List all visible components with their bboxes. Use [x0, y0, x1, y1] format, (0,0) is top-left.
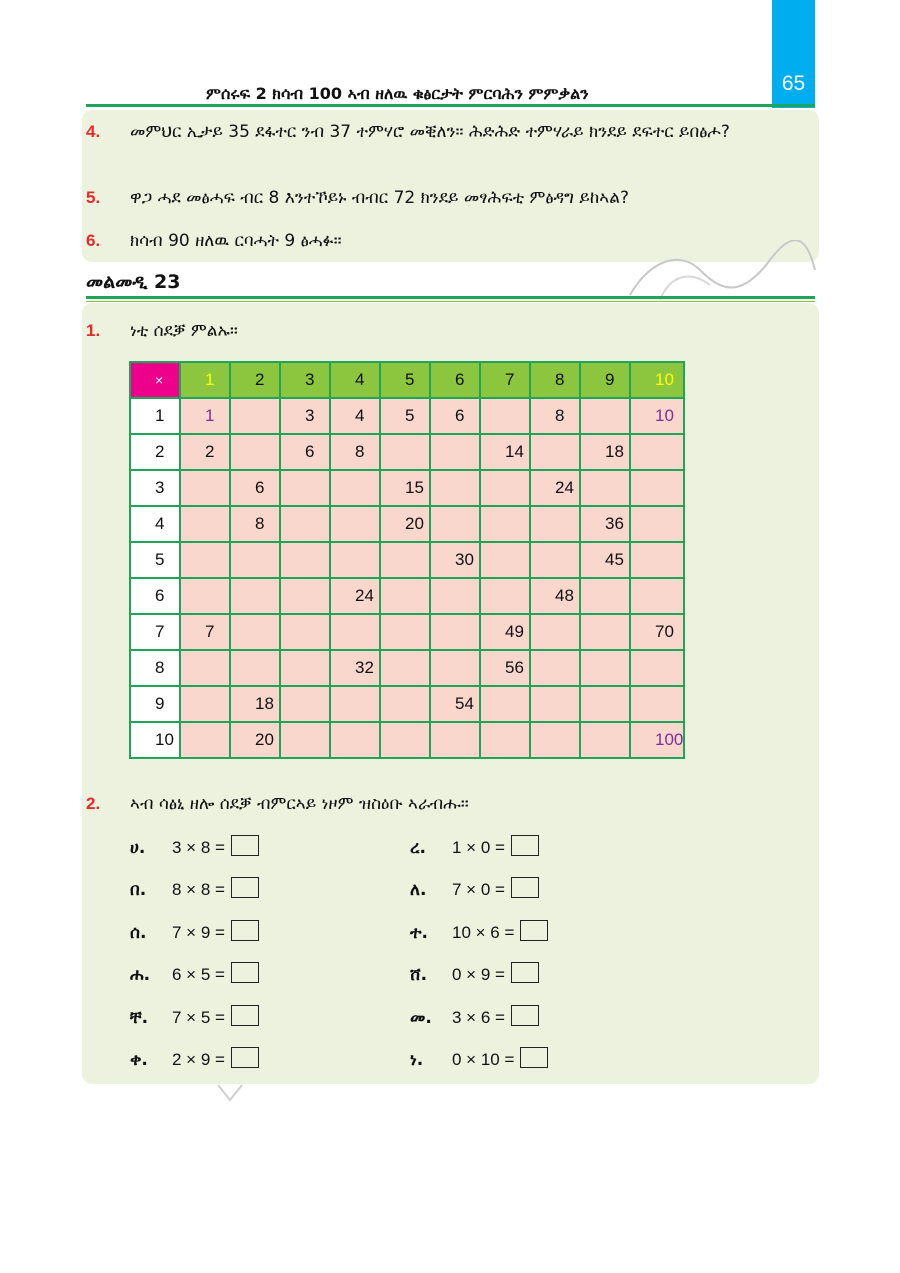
question-1	[86, 318, 238, 344]
blank-cell[interactable]	[480, 506, 530, 542]
product-cell: 45	[580, 542, 630, 578]
product-cell: 49	[480, 614, 530, 650]
question-number: 2.	[86, 794, 101, 813]
blank-cell[interactable]	[630, 470, 684, 506]
blank-cell[interactable]	[480, 722, 530, 758]
blank-cell[interactable]	[230, 578, 280, 614]
equation-item	[410, 920, 548, 943]
answer-box[interactable]	[231, 920, 259, 941]
product-cell: 56	[480, 650, 530, 686]
blank-cell[interactable]	[180, 506, 230, 542]
row-header: 8	[130, 650, 180, 686]
answer-box[interactable]	[520, 1047, 548, 1068]
equation-expression: 7 × 5 =	[172, 1008, 225, 1027]
question-5	[86, 185, 815, 211]
equation-expression: 7 × 9 =	[172, 923, 225, 942]
blank-cell[interactable]	[230, 434, 280, 470]
answer-box[interactable]	[231, 877, 259, 898]
product-cell: 15	[380, 470, 430, 506]
row-header: 3	[130, 470, 180, 506]
blank-cell[interactable]	[430, 614, 480, 650]
equation-label: በ.	[130, 880, 147, 900]
blank-cell[interactable]	[480, 686, 530, 722]
chapter-header-title: ምሰሩፍ 2 ክሳብ 100 ኣብ ዘለዉ ቁፅርታት ምርባሕን ምምቃልን	[206, 84, 589, 103]
blank-cell[interactable]	[430, 506, 480, 542]
product-cell: 24	[530, 470, 580, 506]
equation-expression: 2 × 9 =	[172, 1050, 225, 1069]
decorative-chevron-icon	[215, 1082, 245, 1104]
question-4	[86, 119, 815, 145]
column-header: 9	[580, 362, 630, 398]
blank-cell[interactable]	[580, 722, 630, 758]
blank-cell[interactable]	[580, 614, 630, 650]
blank-cell[interactable]	[380, 686, 430, 722]
blank-cell[interactable]	[230, 650, 280, 686]
row-header: 5	[130, 542, 180, 578]
column-header: 10	[630, 362, 684, 398]
product-cell: 7	[180, 614, 230, 650]
blank-cell[interactable]	[430, 578, 480, 614]
decorative-swirl-icon	[620, 240, 820, 310]
equation-item	[130, 1047, 259, 1070]
product-cell: 70	[630, 614, 684, 650]
equation-label: ሰ.	[130, 923, 147, 943]
product-cell: 8	[530, 398, 580, 434]
page-number-tab	[772, 0, 815, 108]
section-divider-thin	[86, 301, 815, 302]
product-cell: 20	[230, 722, 280, 758]
product-cell: 18	[580, 434, 630, 470]
table-row	[130, 722, 684, 758]
answer-box[interactable]	[231, 1047, 259, 1068]
product-cell: 8	[230, 506, 280, 542]
column-header: 8	[530, 362, 580, 398]
answer-box[interactable]	[231, 962, 259, 983]
product-cell: 2	[180, 434, 230, 470]
answer-box[interactable]	[511, 1005, 539, 1026]
equation-item	[410, 1005, 539, 1028]
question-text: ነቲ ሰደቓ ምልኡ።	[130, 321, 238, 341]
equation-expression: 3 × 6 =	[452, 1008, 505, 1027]
blank-cell[interactable]	[230, 614, 280, 650]
equation-label: ተ.	[410, 923, 428, 943]
equation-expression: 8 × 8 =	[172, 880, 225, 899]
question-2	[86, 791, 469, 817]
blank-cell[interactable]	[280, 722, 330, 758]
product-cell: 4	[330, 398, 380, 434]
page-number: 65	[781, 72, 806, 95]
blank-cell[interactable]	[330, 506, 380, 542]
exercise-title: መልመዲ 23	[86, 271, 181, 293]
blank-cell[interactable]	[380, 434, 430, 470]
blank-cell[interactable]	[330, 542, 380, 578]
answer-box[interactable]	[231, 835, 259, 856]
equation-expression: 10 × 6 =	[452, 923, 515, 942]
blank-cell[interactable]	[530, 722, 580, 758]
blank-cell[interactable]	[430, 650, 480, 686]
equation-label: ሐ.	[130, 965, 151, 985]
blank-cell[interactable]	[180, 578, 230, 614]
blank-cell[interactable]	[530, 506, 580, 542]
blank-cell[interactable]	[630, 650, 684, 686]
blank-cell[interactable]	[180, 722, 230, 758]
product-cell: 5	[380, 398, 430, 434]
times-symbol-cell: ×	[130, 362, 180, 398]
blank-cell[interactable]	[280, 578, 330, 614]
blank-cell[interactable]	[480, 578, 530, 614]
equation-item	[410, 962, 539, 985]
question-number: 1.	[86, 321, 101, 340]
header-divider	[86, 104, 815, 107]
blank-cell[interactable]	[630, 578, 684, 614]
blank-cell[interactable]	[330, 614, 380, 650]
question-text: ክሳብ 90 ዘለዉ ርባሓት 9 ፅሓፉ።	[130, 231, 342, 251]
table-row	[130, 614, 684, 650]
column-header: 4	[330, 362, 380, 398]
blank-cell[interactable]	[280, 506, 330, 542]
equation-expression: 0 × 9 =	[452, 965, 505, 984]
column-header: 1	[180, 362, 230, 398]
table-row	[130, 578, 684, 614]
table-row	[130, 398, 684, 434]
question-text: ዋጋ ሓደ መፅሓፍ ብር 8 እንተኾይኑ ብብር 72 ክንደይ መፃሕፍቲ ምፅዳግ ይከኣል?	[130, 188, 630, 208]
question-text: ኣብ ሳፅኒ ዘሎ ሰደቓ ብምርኣይ ነዞም ዝስዕቡ ኣራብሑ።	[130, 794, 469, 814]
product-cell: 6	[430, 398, 480, 434]
blank-cell[interactable]	[180, 470, 230, 506]
equation-expression: 1 × 0 =	[452, 838, 505, 857]
blank-cell[interactable]	[480, 470, 530, 506]
blank-cell[interactable]	[380, 542, 430, 578]
equation-label: መ.	[410, 1008, 432, 1028]
product-cell: 14	[480, 434, 530, 470]
equation-label: ለ.	[410, 880, 427, 900]
blank-cell[interactable]	[630, 434, 684, 470]
blank-cell[interactable]	[530, 542, 580, 578]
blank-cell[interactable]	[530, 686, 580, 722]
column-header: 5	[380, 362, 430, 398]
equation-expression: 3 × 8 =	[172, 838, 225, 857]
equation-label: ሸ.	[410, 965, 428, 985]
blank-cell[interactable]	[580, 578, 630, 614]
product-cell: 3	[280, 398, 330, 434]
product-cell: 18	[230, 686, 280, 722]
product-cell: 32	[330, 650, 380, 686]
row-header: 2	[130, 434, 180, 470]
blank-cell[interactable]	[230, 542, 280, 578]
table-row	[130, 542, 684, 578]
row-header: 7	[130, 614, 180, 650]
product-cell: 48	[530, 578, 580, 614]
blank-cell[interactable]	[280, 614, 330, 650]
question-number: 5.	[86, 188, 101, 207]
blank-cell[interactable]	[380, 722, 430, 758]
product-cell: 100	[630, 722, 684, 758]
blank-cell[interactable]	[430, 722, 480, 758]
table-row	[130, 470, 684, 506]
product-cell: 36	[580, 506, 630, 542]
blank-cell[interactable]	[180, 650, 230, 686]
column-header: 3	[280, 362, 330, 398]
product-cell: 6	[230, 470, 280, 506]
product-cell: 8	[330, 434, 380, 470]
blank-cell[interactable]	[530, 434, 580, 470]
equation-label: ሀ.	[130, 838, 146, 858]
row-header: 4	[130, 506, 180, 542]
blank-cell[interactable]	[480, 542, 530, 578]
table-row	[130, 506, 684, 542]
blank-cell[interactable]	[530, 650, 580, 686]
row-header: 1	[130, 398, 180, 434]
equation-label: ቀ.	[130, 1050, 148, 1070]
table-row	[130, 650, 684, 686]
product-cell: 30	[430, 542, 480, 578]
product-cell: 54	[430, 686, 480, 722]
blank-cell[interactable]	[280, 542, 330, 578]
blank-cell[interactable]	[530, 614, 580, 650]
equation-label: ነ.	[410, 1050, 424, 1070]
equation-label: ቸ.	[130, 1008, 149, 1028]
blank-cell[interactable]	[380, 614, 430, 650]
answer-box[interactable]	[520, 920, 548, 941]
equation-item	[410, 1047, 548, 1070]
blank-cell[interactable]	[330, 686, 380, 722]
table-row	[130, 686, 684, 722]
multiplication-table	[129, 361, 685, 759]
equation-item	[130, 877, 259, 900]
answer-box[interactable]	[231, 1005, 259, 1026]
row-header: 9	[130, 686, 180, 722]
equation-item	[130, 1005, 259, 1028]
product-cell: 10	[630, 398, 684, 434]
row-header: 6	[130, 578, 180, 614]
question-number: 6.	[86, 231, 101, 250]
row-header: 10	[130, 722, 180, 758]
answer-box[interactable]	[511, 835, 539, 856]
blank-cell[interactable]	[630, 542, 684, 578]
answer-box[interactable]	[511, 962, 539, 983]
question-number: 4.	[86, 122, 101, 141]
blank-cell[interactable]	[180, 542, 230, 578]
equation-expression: 0 × 10 =	[452, 1050, 515, 1069]
equation-expression: 7 × 0 =	[452, 880, 505, 899]
table-row	[130, 434, 684, 470]
blank-cell[interactable]	[480, 398, 530, 434]
table-header-row	[130, 362, 684, 398]
product-cell: 20	[380, 506, 430, 542]
equation-expression: 6 × 5 =	[172, 965, 225, 984]
question-text: መምህር ኢታይ 35 ደፋተር ንብ 37 ተምሃሮ መቒለን። ሕድሕድ ተምሃራይ ክንደይ ደፍተር ይበፅሖ?	[130, 122, 730, 142]
column-header: 2	[230, 362, 280, 398]
blank-cell[interactable]	[580, 470, 630, 506]
equation-item	[410, 835, 539, 858]
product-cell: 24	[330, 578, 380, 614]
blank-cell[interactable]	[330, 470, 380, 506]
blank-cell[interactable]	[630, 506, 684, 542]
blank-cell[interactable]	[280, 650, 330, 686]
blank-cell[interactable]	[580, 686, 630, 722]
equation-label: ረ.	[410, 838, 426, 858]
product-cell: 6	[280, 434, 330, 470]
blank-cell[interactable]	[230, 398, 280, 434]
blank-cell[interactable]	[180, 686, 230, 722]
blank-cell[interactable]	[430, 470, 480, 506]
blank-cell[interactable]	[380, 578, 430, 614]
answer-box[interactable]	[511, 877, 539, 898]
equation-item	[410, 877, 539, 900]
blank-cell[interactable]	[580, 398, 630, 434]
blank-cell[interactable]	[330, 722, 380, 758]
blank-cell[interactable]	[280, 686, 330, 722]
product-cell: 1	[180, 398, 230, 434]
blank-cell[interactable]	[630, 686, 684, 722]
equation-item	[130, 920, 259, 943]
blank-cell[interactable]	[580, 650, 630, 686]
column-header: 7	[480, 362, 530, 398]
blank-cell[interactable]	[380, 650, 430, 686]
blank-cell[interactable]	[430, 434, 480, 470]
column-header: 6	[430, 362, 480, 398]
blank-cell[interactable]	[280, 470, 330, 506]
equation-item	[130, 962, 259, 985]
equation-item	[130, 835, 259, 858]
section-divider	[86, 296, 815, 299]
